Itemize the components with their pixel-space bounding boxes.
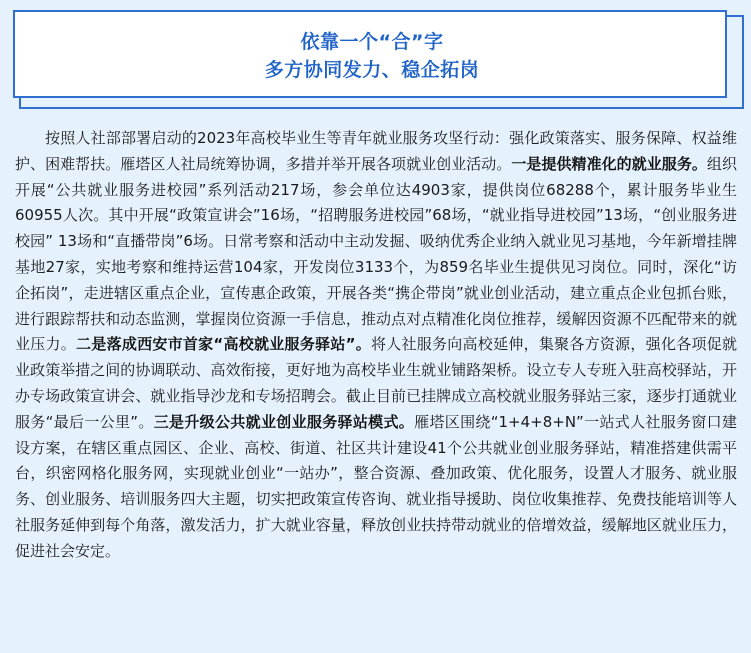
article-text-4: 雁塔区围绕“1+4+8+N”一站式人社服务窗口建设方案，在辖区重点园区、企业、高校、街道、社区共计建设41个公共就业创业服务驿站，精准搭建供需平台，织密网格化服务网，实现就业创业“一站办”，整合资源、叠加政策、优化服务，设置人才服务、就业服务、创业服务、培训服务四大主题，切实把政策宣传咨询、就业指导援助、岗位收集推荐、免费技能培训等人社服务延伸到每个角落，激发活力，扩大就业容量，释放创业扶持带动就业的倍增效益，缓解地区就业压力，促进社会安定。 (15, 412, 737, 560)
article-heading-2: 二是落成西安市首家“高校就业服务驿站”。 (76, 335, 371, 354)
article-text-2: 组织开展“公共就业服务进校园”系列活动217场，参会单位达4903家，提供岗位68288个，累计服务毕业生60955人次。其中开展“政策宣讲会”16场，“招聘服务进校园”68场，“就业指导进校园”13场，“创业服务进校园” 13场和“直播带岗”6场。日常考察和活动中主动发掘、吸纳优秀企业纳入就业见习基地，今年新增挂牌基地27家，实地考察和维持运营104家，开发岗位3133个，为859名毕业生提供见习岗位。同时，深化“访企拓岗”，走进辖区重点企业，宣传惠企政策，开展各类“携企带岗”就业创业活动，建立重点企业包抓台账，进行跟踪帮扶和动态监测，掌握岗位资源一手信息，推动点对点精准化岗位推荐，缓解因资源不匹配带来的就业压力。 (15, 154, 737, 354)
article-heading-1: 一是提供精准化的就业服务。 (511, 154, 707, 173)
article-text-1: 按照人社部部署启动的2023年高校毕业生等青年就业服务攻坚行动：强化政策落实、服务保障、权益维护、困难帮扶。雁塔区人社局统筹协调，多措并举开展各项就业创业活动。 (15, 129, 737, 173)
title-line-1: 依靠一个“合”字 (300, 30, 444, 53)
article-heading-3: 三是升级公共就业创业服务驿站模式。 (153, 412, 415, 431)
title-box (21, 17, 723, 94)
title-line-2: 多方协同发力、稳企拓岗 (264, 58, 480, 81)
article-paragraph (15, 126, 737, 565)
article-text-3: 将人社服务向高校延伸，集聚各方资源，强化各项促就业政策举措之间的协调联动、高效衔接，更好地为高校毕业生就业铺路架桥。设立专人专班入驻高校驿站，开办专场政策宣讲会、就业指导沙龙和专场招聘会。截止目前已挂牌成立高校就业服务驿站三家，逐步打通就业服务“最后一公里”。 (15, 335, 737, 431)
